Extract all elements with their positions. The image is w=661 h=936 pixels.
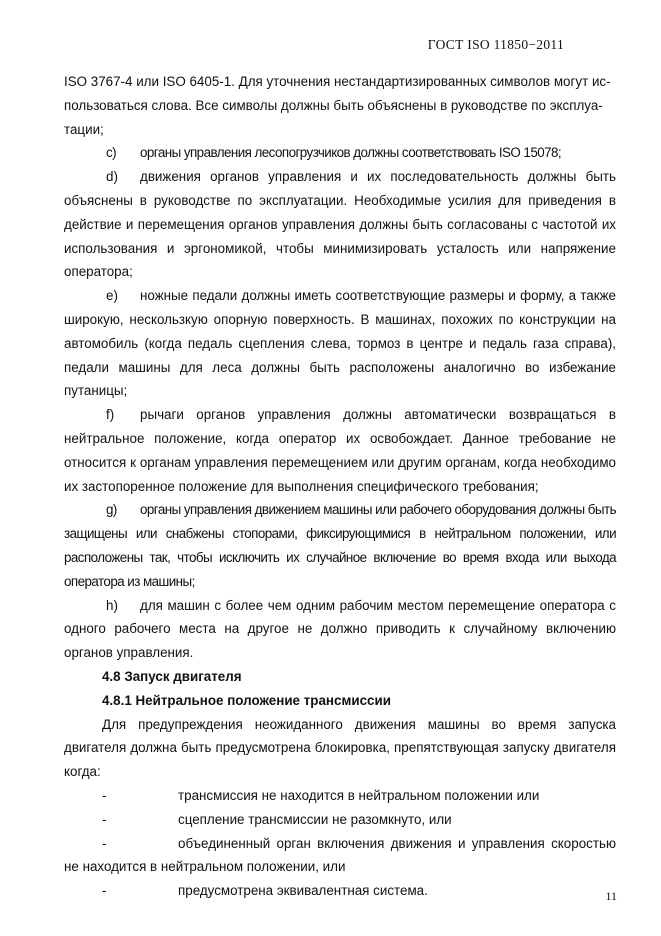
list-marker: c) [106,145,117,161]
condition-text: трансмиссия не находится в нейтральном положении или [178,787,540,803]
list-item-text: органы управления движением машины или рабочего оборудования должны быть защищены или снабжены стопорами, фиксирующимися в нейтральном положении, или расположены так, чтобы исключить их случайное включение во время входа или выхода оператора из машины; [64,502,616,589]
list-item-d [64,165,616,284]
section-paragraph: Для предупреждения неожиданного движения машины во время запуска двигателя должна быть предусмотрена блокировка, препятствующая запуску двигателя когда: [64,716,616,780]
subsection-title: 4.8.1 Нейтральное положение трансмиссии [102,692,391,708]
condition-item [64,784,616,808]
list-item-text: для машин с более чем одним рабочим местом перемещение оператора с одного рабочего места на другое не должно приводить к случайному включению органов управления. [64,597,616,661]
list-item-text: рычаги органов управления должны автоматически возвращаться в нейтральное положение, когда оператор их освобождает. Данное требование не относится к органам управления перемещением или другим органам, когда необходимо их застопоренное положение для выполнения специфического требования; [64,407,616,494]
condition-text: объединенный орган включения движения и управления скоростью не находится в нейтральном положении, или [64,835,616,875]
intro-line-3: тации; [64,121,104,137]
list-item-c [64,141,616,165]
condition-item [64,832,616,880]
list-marker: f) [106,407,115,423]
dash-marker: - [102,787,107,803]
dash-marker: - [102,835,107,851]
list-item-g [64,498,616,593]
intro-line-1: ISO 3767-4 или ISO 6405-1. Для уточнения нестандартизированных символов могут ис- [64,74,611,89]
list-item-h [64,594,616,665]
list-item-e [64,284,616,403]
intro-line-2: пользоваться слова. Все символы должны быть объяснены в руководстве по эксплуа- [64,97,603,113]
list-item-text: органы управления лесопогрузчиков должны соответствовать ISO 15078; [140,145,562,161]
list-item-text: ножные педали должны иметь соответствующие размеры и форму, а также широкую, нескользкую опорную поверхность. В машинах, похожих по конструкции на автомобиль (когда педаль сцепления слева, тормоз в центре и педаль газа справа), педали машины для леса должны быть расположены аналогично во избежание путаницы; [64,288,616,399]
list-marker: h) [106,597,118,613]
condition-item [64,879,616,903]
list-item-f [64,403,616,498]
list-item-text: движения органов управления и их последовательность должны быть объяснены в руководстве по эксплуатации. Необходимые усилия для приведения в действие и перемещения органов управления должны быть согласованы с частотой их использования и эргономикой, чтобы минимизировать усталость или напряжение оператора; [64,169,616,280]
condition-text: предусмотрена эквивалентная система. [178,883,428,899]
dash-marker: - [102,811,107,827]
list-marker: d) [106,169,118,185]
condition-item [64,808,616,832]
page-number: 11 [605,889,617,903]
condition-text: сцепление трансмиссии не разомкнуто, или [178,811,452,827]
dash-marker: - [102,883,107,899]
page-body [64,70,616,903]
section-title: 4.8 Запуск двигателя [102,668,242,684]
list-marker: g) [106,502,117,518]
list-marker: e) [106,288,118,304]
document-header: ГОСТ ISO 11850−2011 [427,37,564,52]
